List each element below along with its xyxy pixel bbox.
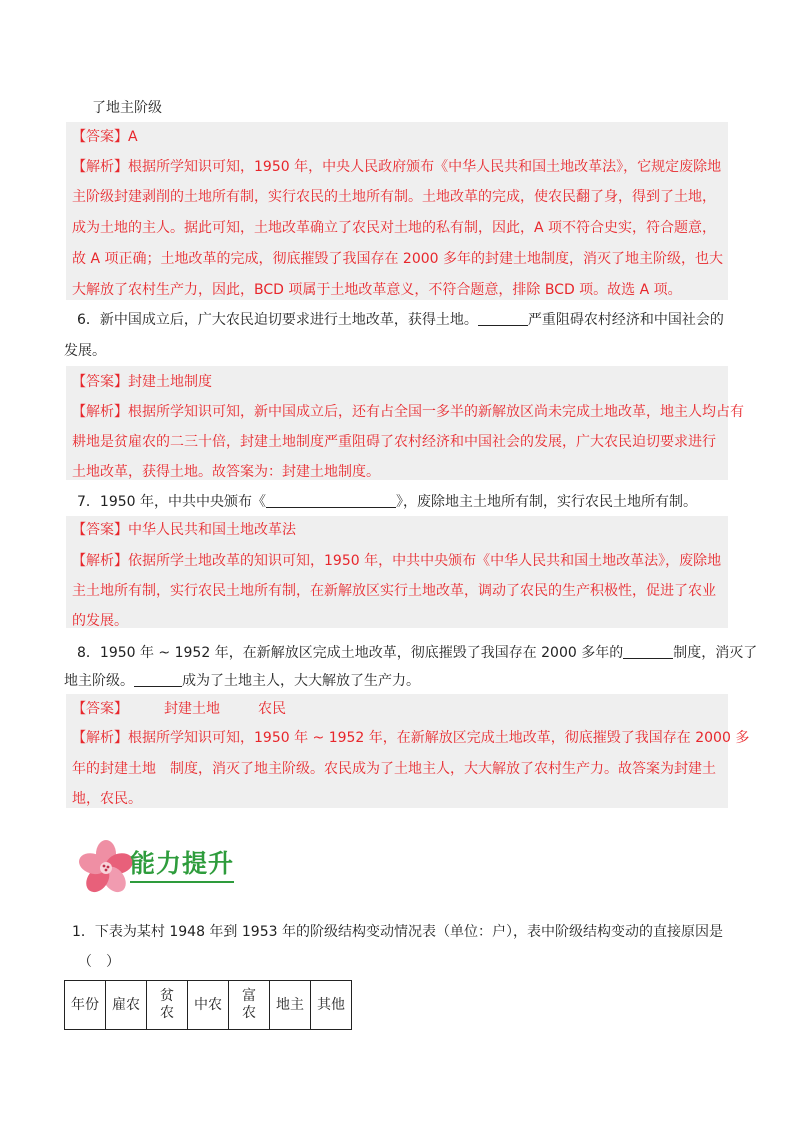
explanation-line: 地，农民。 [72,791,142,807]
previous-question-tail: 了地主阶级 [92,100,162,116]
explanation-line: 的发展。 [72,613,128,629]
explanation-tag: 【解析】 [72,404,128,420]
table-header-cell: 年份 [65,981,106,1030]
section-heading [78,838,248,898]
answer-line-q7 [72,520,296,540]
answer-tag: 【答案】 [72,701,128,717]
answer-tag: 【答案】 [72,522,128,538]
flower-icon [78,838,136,898]
question-1-options: （ ） [78,954,120,970]
table-header-cell: 其他 [311,981,352,1030]
answer-value: 农民 [258,701,286,717]
answer-value: 封建土地 [164,701,220,717]
answer-line-q8 [72,699,286,719]
explanation-line: 【解析】根据所学知识可知，1950 年，中央人民政府颁布《中华人民共和国土地改革法》，它规定废除地 [72,159,722,175]
explanation-line: 【解析】根据所学知识可知，新中国成立后，还有占全国一多半的新解放区尚未完成土地改革，地主人均占有 [72,404,744,420]
question-8: 8．1950 年 ~ 1952 年，在新解放区完成土地改革，彻底摧毁了我国存在 2000 多年的 制度，消灭了 [77,645,758,661]
explanation-line: 土地改革，获得土地。故答案为：封建土地制度。 [72,464,380,480]
explanation-tag: 【解析】 [72,553,128,569]
question-8-line2: 地主阶级。 成为了土地主人，大大解放了生产力。 [64,673,420,689]
fill-blank[interactable] [134,672,182,687]
answer-value: 封建土地制度 [128,374,212,390]
explanation-line: 【解析】依据所学土地改革的知识可知，1950 年，中共中央颁布《中华人民共和国土地改革法》，废除地 [72,553,722,569]
table-header-cell: 贫 农 [147,981,188,1030]
table-header-cell: 富 农 [229,981,270,1030]
explanation-line: 主土地所有制，实行农民土地所有制，在新解放区实行土地改革，调动了农民的生产积极性，促进了农业 [72,583,716,599]
explanation-line: 【解析】根据所学知识可知，1950 年 ~ 1952 年，在新解放区完成土地改革，彻底摧毁了我国存在 2000 多 [72,730,750,746]
table-header-cell: 地主 [270,981,311,1030]
explanation-line: 成为土地的主人。据此可知，土地改革确立了农民对土地的私有制，因此，A 项不符合史实，符合题意， [72,220,717,236]
section-title: 能力提升 [130,844,234,883]
answer-value: 中华人民共和国土地改革法 [128,522,296,538]
answer-block-prev [66,122,728,300]
fill-blank[interactable] [478,311,528,326]
answer-line-prev [72,127,138,147]
question-6: 6．新中国成立后，广大农民迫切要求进行土地改革，获得土地。 严重阻碍农村经济和中国社会的 [77,312,724,328]
answer-tag: 【答案】 [72,129,128,145]
explanation-line: 主阶级封建剥削的土地所有制，实行农民的土地所有制。土地改革的完成，使农民翻了身，得到了土地， [72,189,716,205]
question-1: 1．下表为某村 1948 年到 1953 年的阶级结构变动情况表（单位：户），表中阶级结构变动的直接原因是 [72,924,723,940]
explanation-line: 年的封建土地 制度，消灭了地主阶级。农民成为了土地主人，大大解放了农村生产力。故答案为封建土 [72,761,716,777]
explanation-line: 大解放了农村生产力，因此，BCD 项属于土地改革意义，不符合题意，排除 BCD 项。故选 A 项。 [72,282,682,298]
question-7: 7．1950 年，中共中央颁布《 》，废除地主土地所有制，实行农民土地所有制。 [77,494,697,510]
explanation-line: 耕地是贫雇农的二三十倍，封建土地制度严重阻碍了农村经济和中国社会的发展，广大农民迫切要求进行 [72,434,716,450]
table-header-cell: 中农 [188,981,229,1030]
fill-blank[interactable] [266,493,396,508]
question-6-line2: 发展。 [64,343,106,359]
answer-tag: 【答案】 [72,374,128,390]
table-header-cell: 雇农 [106,981,147,1030]
explanation-line: 故 A 项正确；土地改革的完成，彻底摧毁了我国存在 2000 多年的封建土地制度，消灭了地主阶级，也大 [72,251,724,267]
class-structure-table [64,980,352,1030]
table-header-row [65,981,352,1030]
fill-blank[interactable] [623,644,673,659]
answer-line-q6 [72,372,212,392]
explanation-tag: 【解析】 [72,730,128,746]
explanation-tag: 【解析】 [72,159,128,175]
answer-value: A [128,129,138,145]
